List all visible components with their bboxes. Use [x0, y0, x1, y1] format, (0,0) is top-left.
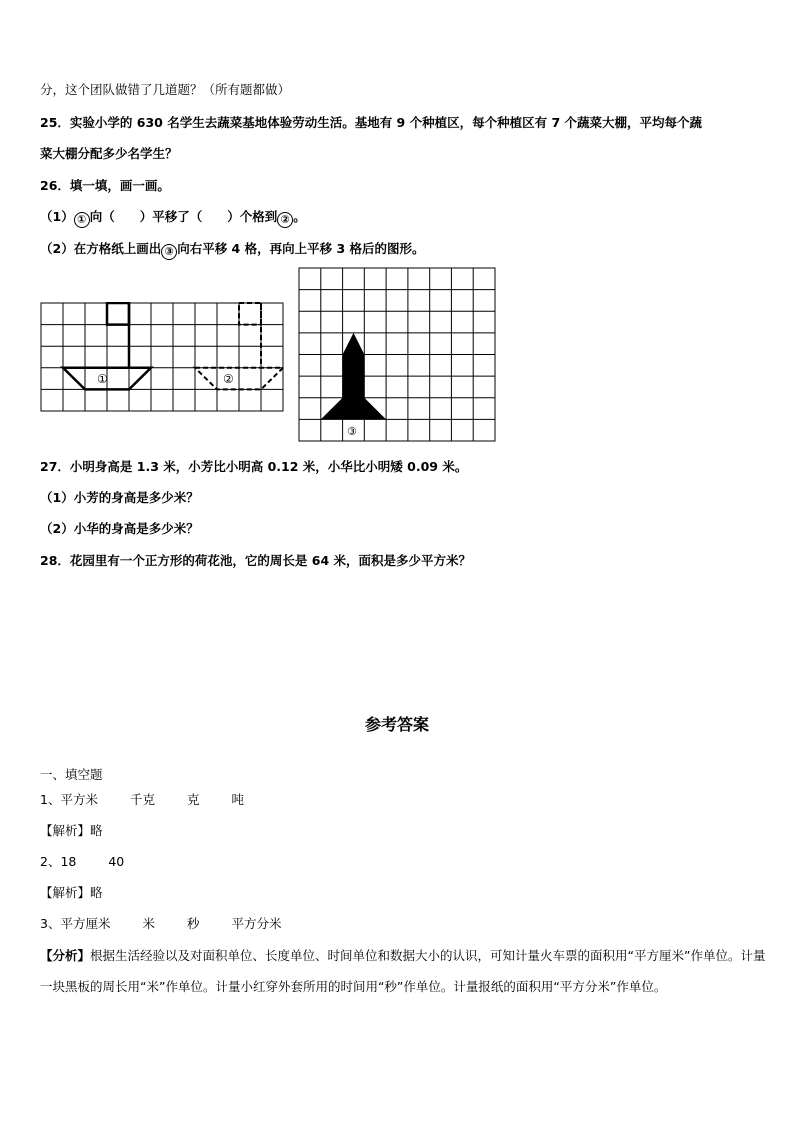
q26-part1: [40, 209, 306, 228]
q26-title: 26．填一填，画一画。: [40, 178, 170, 193]
q24-tail: 分，这个团队做错了几道题？（所有题都做）: [40, 82, 291, 97]
answer-1-item: 克: [186, 792, 200, 807]
answer-1-note: 【解析】略: [40, 823, 103, 838]
q26-part1-mid: 向（ ）平移了（ ）个格到: [89, 209, 278, 224]
answer-3-item: 平方分米: [231, 916, 282, 931]
q26-part1-end: 。: [293, 209, 306, 224]
q26-part1-prefix: （1）: [40, 209, 74, 224]
answer-1-item: 千克: [129, 792, 155, 807]
circle-2-label: ②: [277, 212, 293, 228]
answer-3-item: 米: [142, 916, 155, 931]
answers-title: 参考答案: [364, 715, 429, 734]
answer-1: [40, 792, 244, 808]
grid-left: [40, 302, 284, 414]
answer-2-item: 2、18: [40, 854, 77, 869]
circle-3-label: ③: [161, 244, 177, 260]
answer-3-analysis: [40, 940, 768, 1002]
answers-section-1: 一、填空题: [40, 767, 103, 782]
q26-part2: [40, 241, 425, 260]
answer-1-item: 1、平方米: [40, 792, 98, 807]
answer-3-item: 3、平方厘米: [40, 916, 111, 931]
q25-line2: 菜大棚分配多少名学生？: [40, 146, 178, 161]
q27-part1: （1）小芳的身高是多少米？: [40, 490, 199, 505]
answer-2: [40, 854, 124, 870]
rocket-3-label: ③: [347, 425, 357, 438]
analysis-text: 根据生活经验以及对面积单位、长度单位、时间单位和数据大小的认识，可知计量火车票的面积用“平方厘米”作单位。计量一块黑板的周长用“米”作单位。计量小红穿外套所用的时间用“秒”作单位。计量报纸的面积用“平方分米”作单位。: [40, 948, 766, 994]
q26-part2-prefix: （2）在方格纸上画出: [40, 241, 162, 256]
q27: 27．小明身高是 1.3 米，小芳比小明高 0.12 米，小华比小明矮 0.09 米。: [40, 459, 468, 474]
answer-3: [40, 916, 281, 932]
answer-2-note: 【解析】略: [40, 885, 103, 900]
q28: 28．花园里有一个正方形的荷花池，它的周长是 64 米，面积是多少平方米？: [40, 553, 471, 568]
circle-1-label: ①: [74, 212, 90, 228]
q25-line1: 25．实验小学的 630 名学生去蔬菜基地体验劳动生活。基地有 9 个种植区，每个种植区有 7 个蔬菜大棚，平均每个蔬: [40, 115, 702, 130]
grid-right: [298, 267, 496, 443]
answer-1-item: 吨: [231, 792, 244, 807]
analysis-label: 【分析】: [40, 948, 91, 963]
q27-part2: （2）小华的身高是多少米？: [40, 521, 199, 536]
answer-3-item: 秒: [186, 916, 200, 931]
q26-part2-post: 向右平移 4 格，再向上平移 3 格后的图形。: [177, 241, 425, 256]
boat-1-label: ①: [97, 372, 108, 386]
answer-2-item: 40: [108, 854, 125, 869]
boat-2-label: ②: [223, 372, 234, 386]
